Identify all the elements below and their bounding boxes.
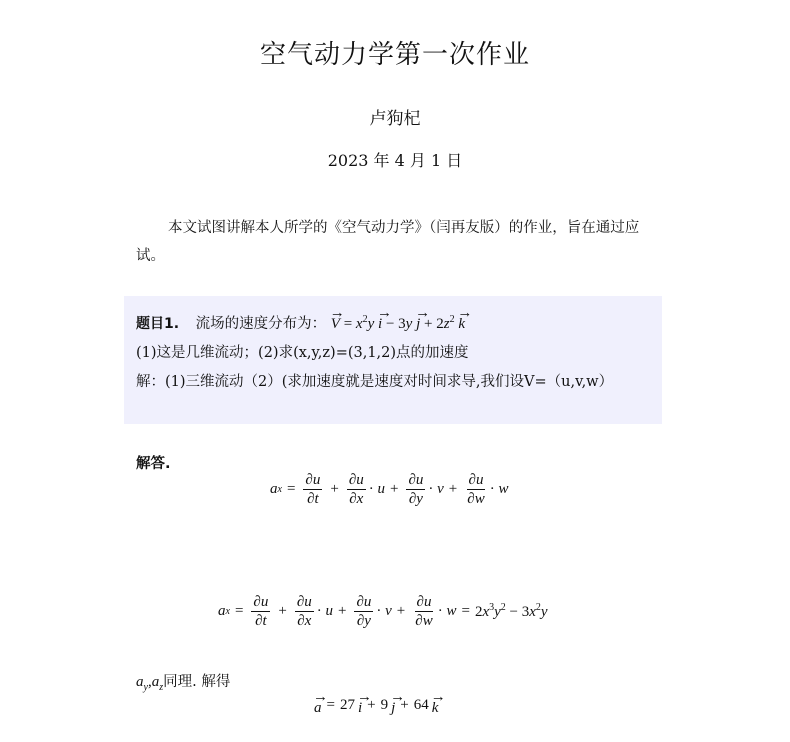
problem-line-3: 解：(1)三维流动（2）(求加速度就是速度对时间求导,我们设V=（u,v,w） bbox=[136, 374, 614, 390]
equation-ax-1: a x = $\frac{\partial u}{\partial t}$ + $\frac{\partial u}{\partial x}$ · u + $\frac{\partial u}{\partial y}$ · v + $\frac{\partial u}{\partial w}$ · w bbox=[270, 472, 509, 507]
answer-note: $a_y,a_z$同理. 解得 bbox=[136, 674, 231, 693]
document-title: 空气动力学第一次作业 bbox=[259, 40, 530, 70]
answer-label: 解答. bbox=[136, 456, 171, 472]
velocity-formula: → $V = x^2y \to i - 3y \to j + 2z^2 \to k$ bbox=[331, 316, 465, 332]
document-date: 2023 年 4 月 1 日 bbox=[327, 151, 463, 170]
equation-ax-2: a x = $\frac{\partial u}{\partial t}$ + $\frac{\partial u}{\partial x}$ · u + $\frac{\partial u}{\partial y}$ · v + $\frac{\partial u}{\partial w}$ · w = $2x^3y^2 - 3x^2y$ bbox=[218, 594, 548, 629]
problem-label: 题目1. bbox=[136, 316, 180, 332]
answer-note-text: 同理. 解得 bbox=[163, 674, 231, 690]
document-author: 卢狗杞 bbox=[369, 109, 421, 129]
abstract-paragraph: 本文试图讲解本人所学的《空气动力学》（闫再友版）的作业，旨在通过应试。 bbox=[136, 220, 640, 264]
equation-acceleration: → a = 27 → i + 9 → j + 64 → k bbox=[314, 694, 438, 717]
problem-line-2: (1)这是几维流动；(2)求(x,y,z)=(3,1,2)点的加速度 bbox=[136, 345, 469, 361]
problem-statement: 流场的速度分布为： bbox=[195, 316, 327, 332]
problem-line-1 bbox=[136, 310, 465, 333]
